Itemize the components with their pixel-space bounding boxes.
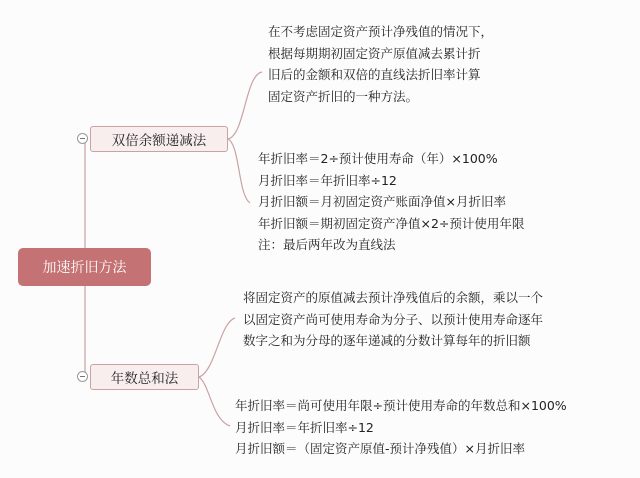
root-node[interactable] [18,248,151,286]
root-label: 加速折旧方法 [42,260,127,276]
text-line: 旧后的金额和双倍的直线法折旧率计算 [268,67,481,82]
text-line: 以固定资产尚可使用寿命为分子、以预计使用寿命逐年 [243,311,544,327]
double-declining-formulas [258,148,524,256]
formula-line: 年折旧率＝2÷预计使用寿命（年）×100% [258,151,498,166]
branch-node-sum-of-years[interactable] [90,364,199,390]
sum-of-years-description [243,287,543,352]
collapse-toggle-icon[interactable] [77,133,88,144]
formula-line: 年折旧额＝期初固定资产净值×2÷预计使用年限 [258,215,525,231]
branch-label: 年数总和法 [110,371,179,387]
sum-of-years-formulas [235,395,567,460]
branch-node-double-declining[interactable] [90,126,228,152]
text-line: 根据每期期初固定资产原值减去累计折 [268,45,481,61]
formula-line: 月折旧额＝（固定资产原值-预计净残值）×月折旧率 [235,441,525,456]
text-line: 数字之和为分母的逐年递减的分数计算每年的折旧额 [243,333,531,348]
text-line: 在不考虑固定资产预计净残值的情况下， [268,24,494,39]
branch-label: 双倍余额递减法 [111,133,207,149]
text-line: 将固定资产的原值减去预计净残值后的余额，乘以一个 [243,290,544,305]
formula-line: 月折旧率＝年折旧率÷12 [258,172,397,188]
formula-line: 月折旧率＝年折旧率÷12 [235,419,374,435]
text-line: 固定资产折旧的一种方法。 [268,88,419,104]
formula-line: 年折旧率＝尚可使用年限÷预计使用寿命的年数总和×100% [235,398,567,413]
double-declining-description [268,21,493,107]
collapse-toggle-icon[interactable] [77,371,88,382]
formula-line: 注：最后两年改为直线法 [258,237,396,252]
formula-line: 月折旧额＝月初固定资产账面净值×月折旧率 [258,194,506,209]
